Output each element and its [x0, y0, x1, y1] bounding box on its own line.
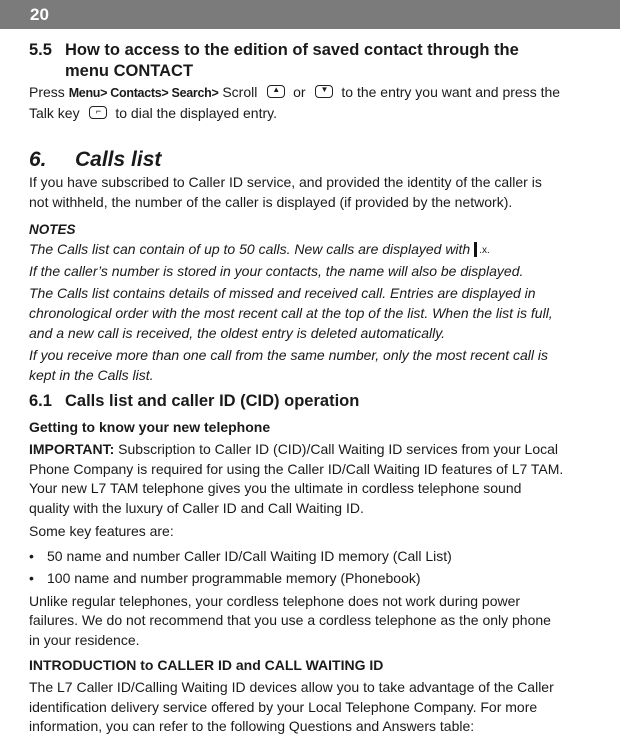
section-title: Calls list and caller ID (CID) operation	[65, 392, 360, 410]
section-title: Calls list	[75, 148, 162, 171]
menu-path: Menu> Contacts> Search>	[68, 86, 219, 100]
page-header-bar	[0, 0, 620, 29]
new-call-icon: .x.	[474, 242, 488, 257]
section-number: 5.5	[29, 41, 52, 59]
section-6-title	[29, 147, 565, 173]
section-title-line-1: How to access to the edition of saved contact through the	[65, 41, 519, 59]
note-1-text: The Calls list can contain of up to 50 calls. New calls are displayed with	[29, 241, 471, 257]
page-content	[29, 40, 565, 737]
talk-key-text: Talk key	[29, 104, 80, 121]
notes-heading: NOTES	[29, 222, 76, 237]
up-key-icon: ▲	[267, 85, 285, 98]
section-5-5-instructions	[29, 83, 565, 123]
calls-list-intro: If you have subscribed to Caller ID service, and provided the identity of the caller is not withheld, the number of the caller is displayed (if provided by the network).	[29, 174, 542, 210]
getting-to-know-heading: Getting to know your new telephone	[29, 419, 271, 435]
section-title-line-2: menu CONTACT	[65, 62, 194, 80]
section-number: 6.	[29, 148, 47, 171]
page-number: 20	[30, 5, 49, 24]
feature-bullet: • 100 name and number programmable memory (Phonebook)	[29, 569, 421, 586]
note-4: If you receive more than one call from the same number, only the most recent call is kept in the Calls list.	[29, 347, 549, 383]
features-intro: Some key features are:	[29, 523, 174, 539]
feature-bullet-text: 100 name and number programmable memory (Phonebook)	[47, 569, 421, 586]
introduction-heading: INTRODUCTION to CALLER ID and CALL WAITING ID	[29, 657, 384, 673]
note-1	[29, 239, 565, 259]
talk-key-icon: ⌐	[89, 106, 107, 119]
feature-bullet: • 50 name and number Caller ID/Call Waiting ID memory (Call List)	[29, 547, 452, 564]
scroll-text: Scroll	[218, 84, 258, 100]
important-paragraph	[29, 440, 565, 518]
note-3: The Calls list contains details of missed and received call. Entries are displayed in chronological order with the most recent call at the top of the list. When the list is full, and a new call is received, the oldest entry is deleted automatically.	[29, 285, 553, 341]
note-2: If the caller’s number is stored in your contacts, the name will also be displayed.	[29, 263, 524, 279]
down-key-icon: ▼	[315, 85, 333, 98]
instruction-rest: to the entry you want and press the	[341, 84, 561, 100]
power-failure-warning: Unlike regular telephones, your cordless telephone does not work during power failures. We do not recommend that you use a cordless telephone as the only phone in your residence.	[29, 592, 551, 648]
section-5-5-title	[29, 40, 565, 82]
or-text: or	[293, 84, 306, 100]
section-6-1-title	[29, 391, 565, 412]
section-number: 6.1	[29, 392, 52, 410]
instruction-tail: to dial the displayed entry.	[115, 104, 277, 121]
feature-bullet-text: 50 name and number Caller ID/Call Waiting ID memory (Call List)	[47, 547, 452, 564]
important-text: Subscription to Caller ID (CID)/Call Waiting ID services from your Local Phone Company is required for using the Caller ID/Call Waiting ID features of L7 TAM. Your new L7 TAM telephone gives you the ultimate in cordless telephone sound quality with the luxury of Caller ID and Call Waiting ID.	[29, 441, 564, 516]
press-text: Press	[29, 84, 69, 100]
important-label: IMPORTANT:	[29, 441, 115, 457]
introduction-paragraph: The L7 Caller ID/Calling Waiting ID devices allow you to take advantage of the Caller identification delivery service offered by your Local Telephone Company. For more information, you can refer to the following Questions and Answers table:	[29, 679, 554, 734]
